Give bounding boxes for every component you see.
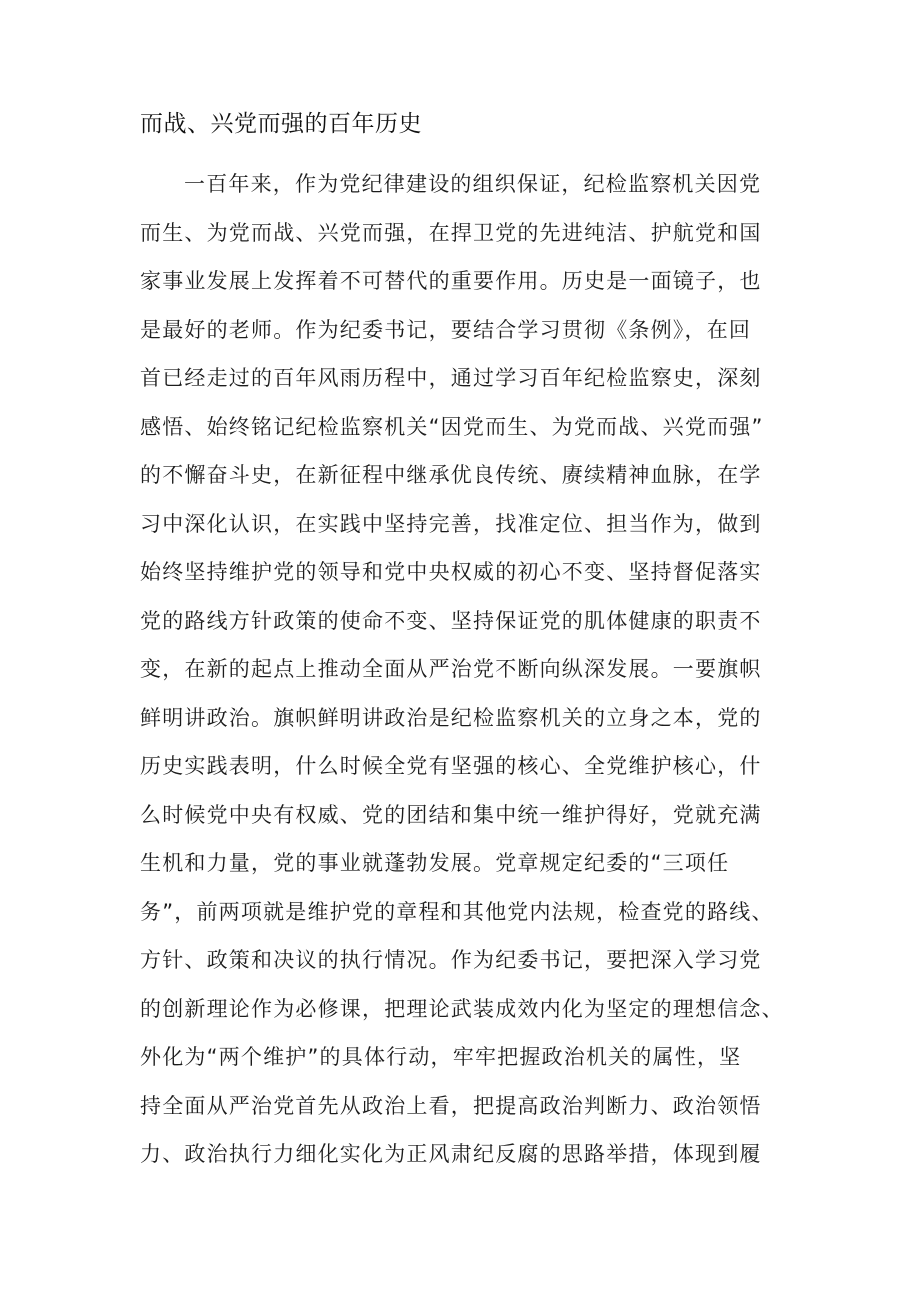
text-line: 生机和力量，党的事业就蓬勃发展。党章规定纪委的“三项任: [140, 851, 730, 875]
text-line: 力、政治执行力细化实化为正风肃纪反腐的思路举措，体现到履: [140, 1142, 762, 1166]
text-line: 务”，前两项就是维护党的章程和其他党内法规，检查党的路线、: [140, 899, 774, 924]
body-paragraph: [140, 160, 790, 1179]
text-line: 变，在新的起点上推动全面从严治党不断向纵深发展。一要旗帜: [140, 657, 762, 681]
text-line: 感悟、始终铭记纪检监察机关“因党而生、为党而战、兴党而强”: [140, 414, 764, 439]
text-line: 的不懈奋斗史，在新征程中继承优良传统、赓续精神血脉，在学: [140, 463, 762, 487]
section-heading: 而战、兴党而强的百年历史: [140, 111, 422, 137]
text-line: 是最好的老师。作为纪委书记，要结合学习贯彻《条例》，在回: [140, 317, 752, 342]
text-line: 党的路线方针政策的使命不变、坚持保证党的肌体健康的职责不: [140, 608, 762, 633]
text-line: 持全面从严治党首先从政治上看，把提高政治判断力、政治领悟: [140, 1093, 762, 1118]
text-line: 首已经走过的百年风雨历程中，通过学习百年纪检监察史，深刻: [140, 366, 762, 390]
text-line: 鲜明讲政治。旗帜鲜明讲政治是纪检监察机关的立身之本，党的: [140, 705, 762, 730]
text-line: 习中深化认识，在实践中坚持完善，找准定位、担当作为，做到: [140, 511, 762, 536]
text-line: 始终坚持维护党的领导和党中央权威的初心不变、坚持督促落实: [140, 560, 762, 584]
text-line: 么时候党中央有权威、党的团结和集中统一维护得好，党就充满: [140, 802, 762, 827]
text-line: 方针、政策和决议的执行情况。作为纪委书记，要把深入学习党: [140, 948, 762, 972]
text-line: 外化为“两个维护”的具体行动，牢牢把握政治机关的属性，坚: [140, 1045, 742, 1069]
text-line: 家事业发展上发挥着不可替代的重要作用。历史是一面镜子，也: [140, 269, 762, 293]
text-line: 而生、为党而战、兴党而强，在捍卫党的先进纯洁、护航党和国: [140, 220, 762, 245]
text-line: 历史实践表明，什么时候全党有坚强的核心、全党维护核心，什: [140, 754, 762, 778]
text-line: 的创新理论作为必修课，把理论武装成效内化为坚定的理想信念、: [140, 996, 784, 1021]
text-line: 一百年来，作为党纪律建设的组织保证，纪检监察机关因党: [184, 172, 762, 196]
